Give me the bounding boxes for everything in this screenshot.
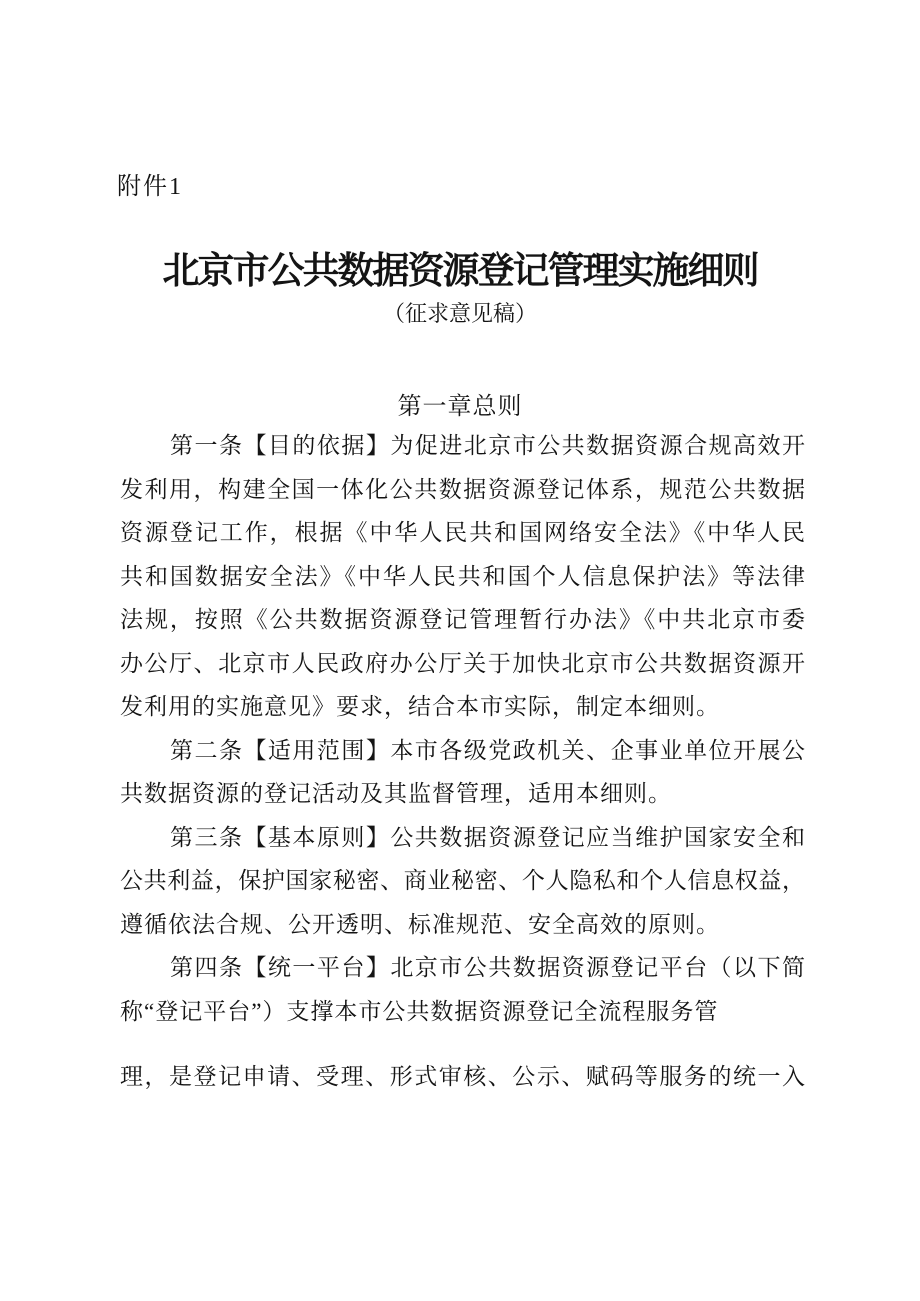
body-line: 第二条【适用范围】本市各级党政机关、企事业单位开展公 bbox=[170, 737, 805, 763]
body-line: 共和国数据安全法》《中华人民共和国个人信息保护法》等法律 bbox=[120, 563, 805, 589]
body-line: 称“登记平台”）支撑本市公共数据资源登记全流程服务管 bbox=[120, 998, 719, 1024]
body-line: 共数据资源的登记活动及其监督管理，适用本细则。 bbox=[120, 781, 672, 806]
attachment-label: 附件1 bbox=[117, 174, 183, 200]
document-title: 北京市公共数据资源登记管理实施细则 bbox=[162, 251, 758, 292]
body-line: 发利用，构建全国一体化公共数据资源登记体系，规范公共数据 bbox=[120, 476, 805, 502]
body-line: 发利用的实施意见》要求，结合本市实际，制定本细则。 bbox=[120, 694, 720, 719]
document-subtitle: （征求意见稿） bbox=[382, 301, 537, 326]
body-line: 第一条【目的依据】为促进北京市公共数据资源合规高效开 bbox=[170, 433, 805, 458]
body-line: 遵循依法合规、公开透明、标准规范、安全高效的原则。 bbox=[120, 911, 720, 937]
chapter-heading: 第一章总则 bbox=[397, 394, 523, 420]
body-line: 公共利益，保护国家秘密、商业秘密、个人隐私和个人信息权益， bbox=[120, 868, 805, 893]
body-line: 理，是登记申请、受理、形式审核、公示、赋码等服务的统一入 bbox=[120, 1064, 805, 1089]
body-line: 资源登记工作，根据《中华人民共和国网络安全法》《中华人民 bbox=[120, 520, 805, 545]
body-line: 第四条【统一平台】北京市公共数据资源登记平台（以下简 bbox=[170, 955, 805, 980]
document-body bbox=[120, 424, 805, 1099]
body-line: 法规，按照《公共数据资源登记管理暂行办法》《中共北京市委 bbox=[120, 607, 805, 632]
body-line: 办公厅、北京市人民政府办公厅关于加快北京市公共数据资源开 bbox=[120, 650, 805, 676]
body-line: 第三条【基本原则】公共数据资源登记应当维护国家安全和 bbox=[170, 824, 805, 850]
